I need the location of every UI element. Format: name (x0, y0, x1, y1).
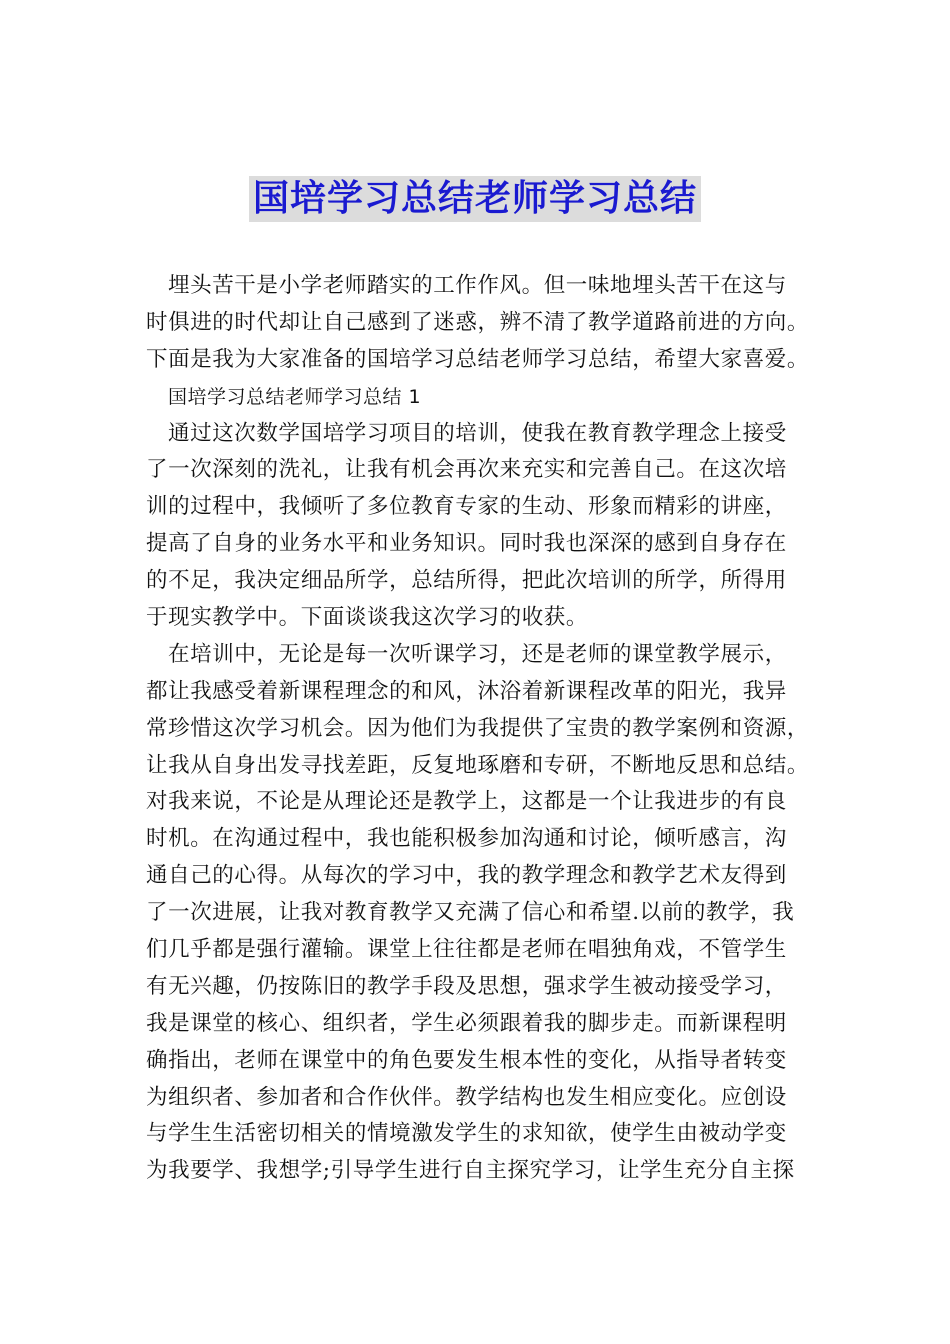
paragraph-line: 了一次进展，让我对教育教学又充满了信心和希望.以前的教学，我 (146, 900, 795, 926)
paragraph-line: 为我要学、我想学;引导学生进行自主探究学习，让学生充分自主探 (146, 1158, 795, 1184)
paragraph-line: 为组织者、参加者和合作伙伴。教学结构也发生相应变化。应创设 (146, 1084, 787, 1110)
paragraph-line: 我是课堂的核心、组织者，学生必须跟着我的脚步走。而新课程明 (146, 1010, 787, 1036)
paragraph-line: 通过这次数学国培学习项目的培训，使我在教育教学理念上接受 (168, 420, 787, 446)
page-title: 国培学习总结老师学习总结 (249, 176, 701, 222)
paragraph-line: 埋头苦干是小学老师踏实的工作作风。但一味地埋头苦干在这与 (168, 273, 787, 298)
section-heading: 国培学习总结老师学习总结 1 (168, 385, 422, 408)
document-body (146, 268, 810, 1190)
paragraph-line: 下面是我为大家准备的国培学习总结老师学习总结，希望大家喜爱。 (146, 346, 810, 372)
paragraph-line: 让我从自身出发寻找差距，反复地琢磨和专研，不断地反思和总结。 (146, 752, 810, 778)
paragraph-line: 时机。在沟通过程中，我也能积极参加沟通和讨论，倾听感言，沟 (146, 826, 787, 852)
paragraph-line: 提高了自身的业务水平和业务知识。同时我也深深的感到自身存在 (146, 531, 787, 557)
paragraph-line: 于现实教学中。下面谈谈我这次学习的收获。 (146, 605, 589, 631)
paragraph-line: 有无兴趣，仍按陈旧的教学手段及思想，强求学生被动接受学习， (146, 973, 787, 999)
paragraph-line: 与学生生活密切相关的情境激发学生的求知欲，使学生由被动学变 (146, 1121, 787, 1147)
title-container (0, 176, 950, 222)
paragraph-line: 对我来说，不论是从理论还是教学上，这都是一个让我进步的有良 (146, 789, 787, 815)
paragraph-line: 训的过程中，我倾听了多位教育专家的生动、形象而精彩的讲座， (146, 494, 787, 520)
paragraph-line: 在培训中，无论是每一次听课学习，还是老师的课堂教学展示， (168, 641, 787, 667)
paragraph-line: 都让我感受着新课程理念的和风，沐浴着新课程改革的阳光，我异 (146, 678, 787, 704)
paragraph-line: 们几乎都是强行灌输。课堂上往往都是老师在唱独角戏，不管学生 (146, 937, 787, 963)
paragraph-line: 的不足，我决定细品所学，总结所得，把此次培训的所学，所得用 (146, 568, 787, 594)
paragraph-line: 常珍惜这次学习机会。因为他们为我提供了宝贵的教学案例和资源， (146, 715, 810, 741)
paragraph-line: 通自己的心得。从每次的学习中，我的教学理念和教学艺术友得到 (146, 863, 787, 889)
paragraph-line: 确指出，老师在课堂中的角色要发生根本性的变化，从指导者转变 (146, 1047, 787, 1073)
paragraph-line: 了一次深刻的洗礼，让我有机会再次来充实和完善自己。在这次培 (146, 457, 787, 483)
paragraph-line: 时俱进的时代却让自己感到了迷惑，辨不清了教学道路前进的方向。 (146, 309, 810, 335)
